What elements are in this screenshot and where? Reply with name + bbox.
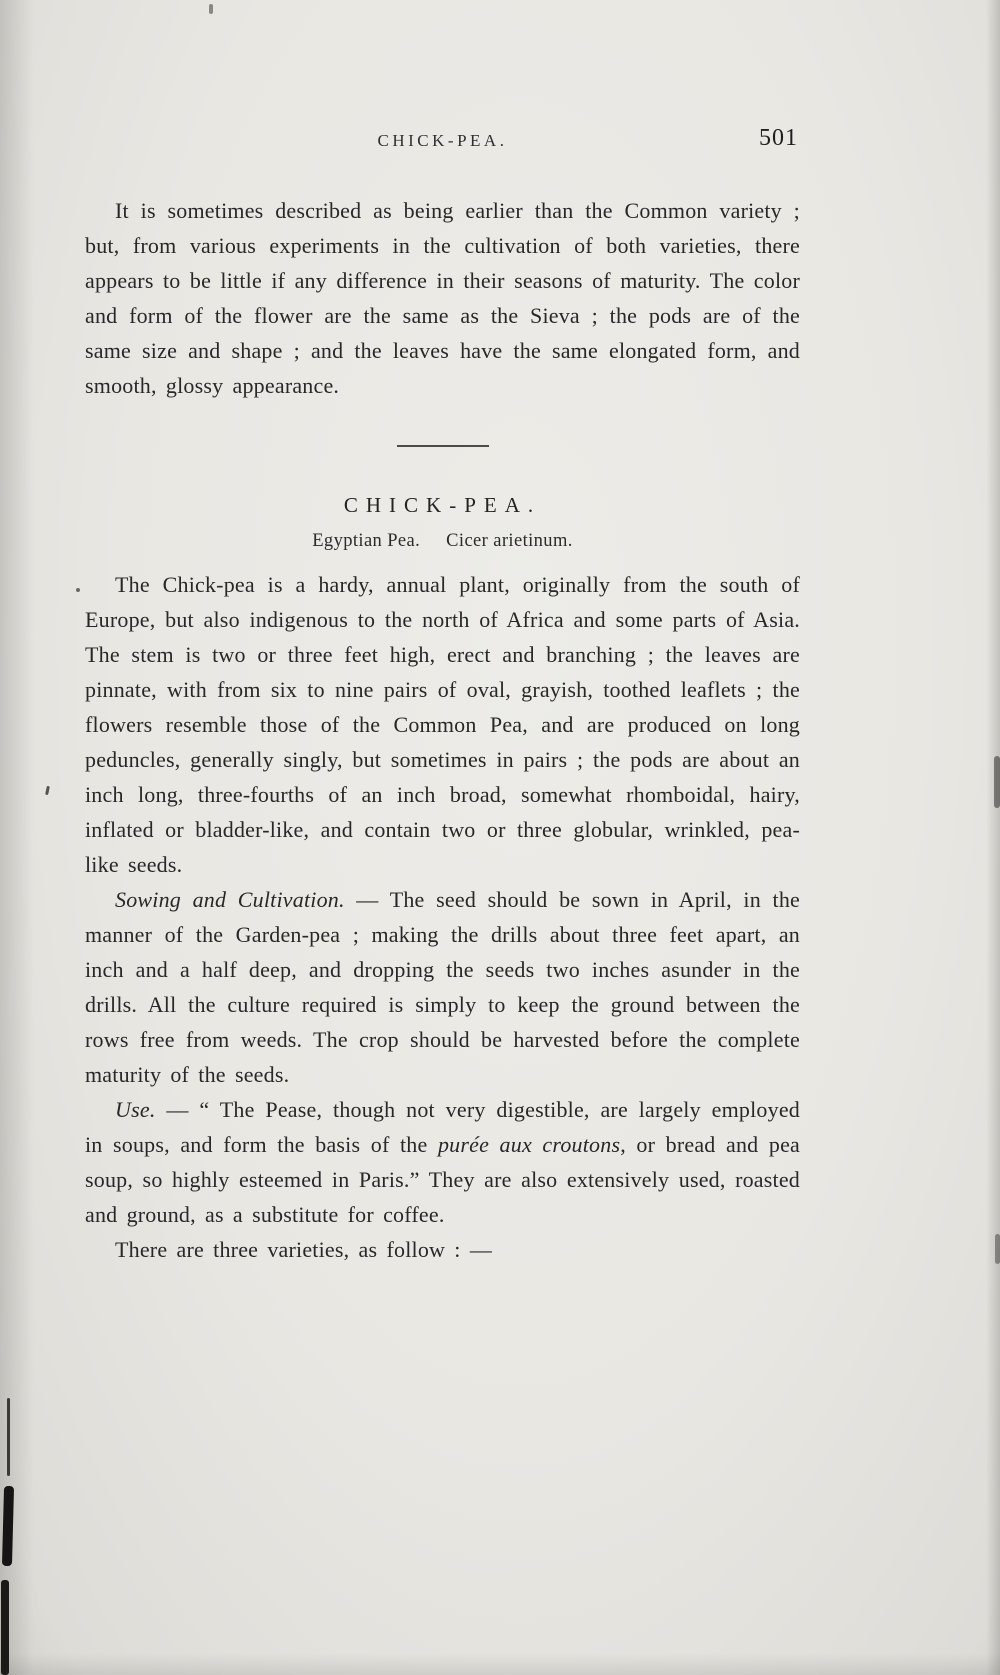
subheading-common-name: Egyptian Pea.	[312, 531, 421, 551]
scan-artifact-left-dot	[76, 588, 80, 592]
use-label: Use.	[115, 1097, 156, 1122]
paragraph-varieties-lead-in: There are three varieties, as follow : —	[115, 1237, 493, 1262]
section-subheading	[85, 531, 800, 552]
use-text-part-2: , or bread and pea soup, so highly esteemed in Paris.” They are also extensively used, roasted and ground, as a substitute for coffee.	[85, 1132, 801, 1227]
running-header-title: CHICK-PEA.	[377, 131, 508, 150]
section-divider-rule	[397, 445, 489, 447]
sowing-cultivation-label: Sowing and Cultivation.	[115, 887, 345, 912]
scan-artifact-right-smudge-1	[994, 756, 1000, 808]
paragraph-sowing-and-cultivation	[85, 882, 800, 1092]
page-left-edge-shading	[0, 0, 34, 1675]
use-french-phrase: purée aux croutons	[437, 1132, 621, 1157]
paragraph-lima-bean-continuation: It is sometimes described as being earlier than the Common variety ; but, from various experiments in the cultivation of both varieties, there appears to be little if any difference in their seasons of maturity. The color and form of the flower are the same as the Sieva ; the pods are of the same size and shape ; and the leaves have the same elongated form, and smooth, glossy appearance.	[85, 198, 800, 398]
running-header	[85, 125, 800, 163]
scan-artifact-left-blot-2	[1, 1580, 9, 1675]
page-number: 501	[759, 125, 798, 151]
scan-artifact-left-line	[7, 1398, 10, 1476]
scan-artifact-right-smudge-2	[995, 1234, 1000, 1264]
page-bottom-edge-shading	[0, 1653, 1000, 1675]
scan-artifact-left-blot-1	[2, 1486, 14, 1566]
page-right-edge-shading	[986, 0, 1000, 1675]
page-body	[85, 193, 800, 1267]
scan-artifact-top-speck	[209, 4, 213, 14]
paragraph-botanical-description: The Chick-pea is a hardy, annual plant, originally from the south of Europe, but also indigenous to the north of Africa and some parts of Asia. The stem is two or three feet high, erect and branching ; the leaves are pinnate, with from six to nine pairs of oval, grayish, toothed leaflets ; the flowers resemble those of the Common Pea, and are produced on long peduncles, generally singly, but sometimes in pairs ; the pods are about an inch long, three-fourths of an inch broad, somewhat rhomboidal, hairy, inflated or bladder-like, and contain two or three globular, wrinkled, pea-like seeds.	[85, 572, 800, 877]
use-text-part-1: — “ The Pease, though not very digestible, are largely employed in soups, and form the basis of the	[85, 1097, 800, 1157]
section-heading: CHICK-PEA.	[343, 493, 542, 517]
sowing-cultivation-text: — The seed should be sown in April, in the manner of the Garden-pea ; making the drills about three feet apart, an inch and a half deep, and dropping the seeds two inches asunder in the drills. All the culture required is simply to keep the ground between the rows free from weeds. The crop should be harvested before the complete maturity of the seeds.	[85, 887, 800, 1087]
scan-artifact-left-tick	[45, 786, 50, 795]
subheading-latin-name: Cicer arietinum.	[446, 531, 573, 551]
paragraph-use	[85, 1092, 800, 1232]
